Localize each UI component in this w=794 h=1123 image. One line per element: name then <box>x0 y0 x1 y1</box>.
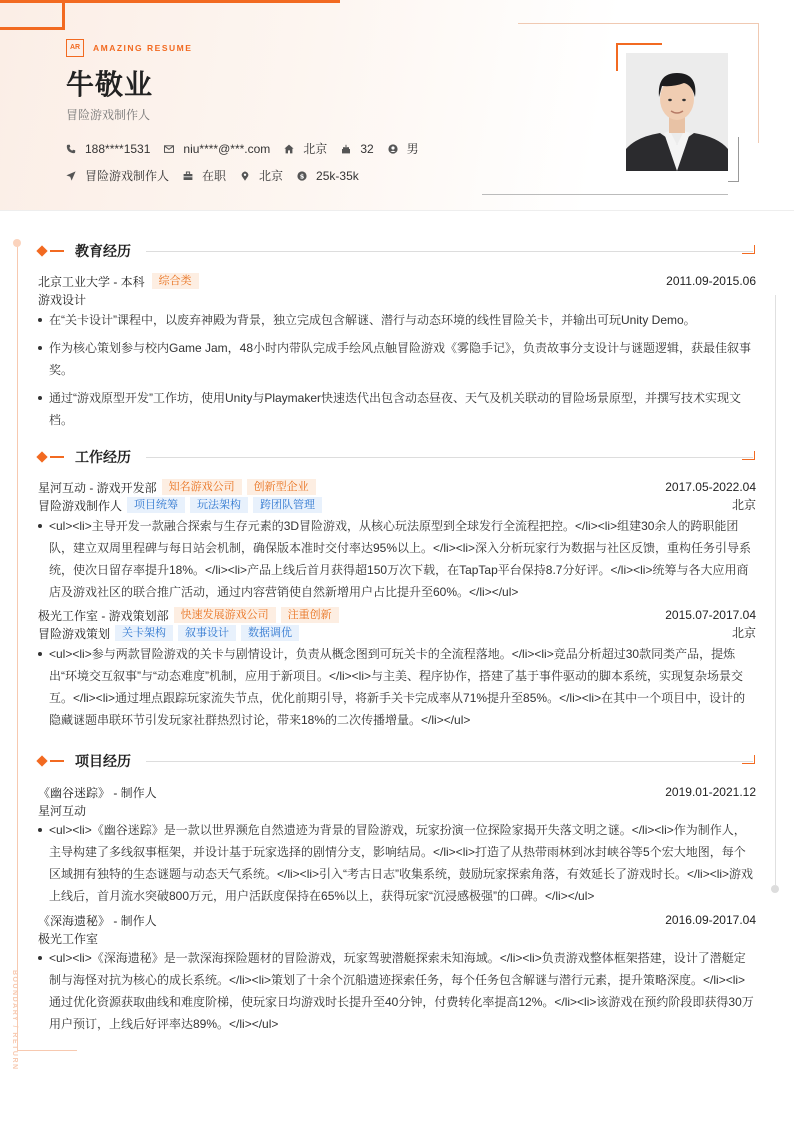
section-diamond-icon <box>36 245 47 256</box>
city-item <box>284 140 327 157</box>
work-period: 2017.05-2022.04 <box>665 480 756 494</box>
email-text: niu****@***.com <box>183 141 271 156</box>
phone-item <box>66 142 150 156</box>
city-text: 北京 <box>303 142 328 156</box>
section-diamond-icon <box>36 451 47 462</box>
right-decor-dot <box>771 885 779 893</box>
right-decor-line <box>775 295 776 885</box>
work-role-row <box>38 496 756 514</box>
section-corner <box>742 755 755 764</box>
role-name: 冒险游戏策划 <box>38 626 111 641</box>
section-divider <box>146 251 753 252</box>
position-text: 冒险游戏制作人 <box>85 169 170 183</box>
section-projects <box>38 751 756 771</box>
profile-photo-frame <box>616 43 736 181</box>
section-dash <box>50 456 64 458</box>
gender-item <box>388 140 419 157</box>
salary-text: 25k-35k <box>316 168 359 183</box>
section-work <box>38 447 756 467</box>
target-city-item <box>240 167 283 184</box>
user-icon <box>388 144 398 154</box>
project-period: 2019.01-2021.12 <box>665 785 756 799</box>
resume-header <box>0 0 794 211</box>
role-tag: 玩法架构 <box>190 497 248 513</box>
project-org-row <box>38 929 756 947</box>
location-pin-icon <box>240 171 250 181</box>
section-corner <box>742 451 755 460</box>
work-period: 2015.07-2017.04 <box>665 608 756 622</box>
education-major-row <box>38 290 756 308</box>
side-decor-line <box>17 243 18 1051</box>
section-education <box>38 241 756 261</box>
list-item: <ul><li>《深海遗秘》是一款深海探险题材的冒险游戏，玩家驾驶潜艇探索未知海域。</li><li>负责游戏整体框架搭建，设计了潜艇定制与海怪对抗为核心的成长系统。</li><li>策划了十余个沉船遗迹探索任务，每个任务包含解谜与潜行元素，提升策略深度。</li><li>通过优化资源获取曲线和难度阶梯，使玩家日均游戏时长提升至40分钟，付费转化率提高12%。</li><li>该游戏在预约阶段即获得30万用户预订，上线后好评率达89%。</li></ul> <box>38 947 756 1035</box>
home-icon <box>284 144 294 154</box>
project-name: 《幽谷迷踪》 - 制作人 <box>38 785 157 800</box>
major-name: 游戏设计 <box>38 292 87 307</box>
logo-text: AMAZING RESUME <box>93 43 193 53</box>
photo-corner-frame <box>728 137 739 182</box>
section-divider <box>146 761 753 762</box>
role-name: 冒险游戏制作人 <box>38 498 123 513</box>
avatar-portrait-icon <box>626 53 728 171</box>
work-city: 北京 <box>731 498 756 512</box>
role-tag: 关卡架构 <box>115 625 173 641</box>
company-tag: 创新型企业 <box>247 479 316 495</box>
project-org: 极光工作室 <box>38 931 99 946</box>
project-name: 《深海遗秘》 - 制作人 <box>38 913 157 928</box>
svg-text:$: $ <box>299 171 305 180</box>
money-icon <box>297 171 307 181</box>
candidate-name: 牛敬业 <box>66 69 154 100</box>
company-tag: 知名游戏公司 <box>162 479 242 495</box>
send-icon <box>66 171 76 181</box>
company-name: 星河互动 - 游戏开发部 <box>38 480 157 495</box>
section-title-text: 工作经历 <box>75 449 131 465</box>
candidate-title: 冒险游戏制作人 <box>66 108 151 122</box>
age-text: 32 <box>360 141 374 156</box>
side-decor-text: BOUNDARY / RETURN <box>11 970 18 1071</box>
brand-logo <box>66 39 192 57</box>
work-entry-head <box>38 478 756 496</box>
work-description <box>38 515 756 603</box>
work-entry-head <box>38 606 756 624</box>
project-period: 2016.09-2017.04 <box>665 913 756 927</box>
photo-underline <box>482 194 728 195</box>
list-item: <ul><li>《幽谷迷踪》是一款以世界濒危自然遗迹为背景的冒险游戏，玩家扮演一位探险家揭开失落文明之谜。</li><li>作为制作人，主导构建了多线叙事框架，并设计基于玩家选择的剧情分支，影响结局。</li><li>打造了从热带雨林到冰封峡谷等5个宏大地图，每个区域拥有独特的生态谜题与动态天气系统。</li><li>引入“考古日志”收集系统，鼓励玩家探索角落，有效延长了游戏时长。</li><li>游戏上线后，首月流水突破800万元，用户活跃度保持在65%以上，获得玩家“沉浸感极强”的口碑。</li></ul> <box>38 819 756 907</box>
project-org: 星河互动 <box>38 803 87 818</box>
section-divider <box>146 457 753 458</box>
status-text: 在职 <box>202 169 227 183</box>
school-name: 北京工业大学 - 本科 <box>38 274 145 289</box>
project-description <box>38 819 756 907</box>
project-description <box>38 947 756 1035</box>
section-dash <box>50 760 64 762</box>
phone-icon <box>66 144 76 154</box>
side-decor-hline <box>17 1050 77 1051</box>
company-name: 极光工作室 - 游戏策划部 <box>38 608 169 623</box>
gender-text: 男 <box>406 142 419 156</box>
logo-badge: AR <box>66 39 84 57</box>
intent-row <box>66 167 373 184</box>
list-item: 通过“游戏原型开发”工作坊，使用Unity与Playmaker快速迭代出包含动态昼夜、天气及机关联动的冒险场景原型，并撰写技术实现文档。 <box>38 387 756 431</box>
role-tag: 项目统筹 <box>127 497 185 513</box>
section-diamond-icon <box>36 755 47 766</box>
header-divider-vline <box>758 23 759 143</box>
avatar <box>626 53 728 171</box>
work-description <box>38 643 756 731</box>
list-item: 在“关卡设计”课程中，以废弃神殿为背景，独立完成包含解谜、潜行与动态环境的线性冒险关卡，并输出可玩Unity Demo。 <box>38 309 756 331</box>
company-tag: 注重创新 <box>281 607 339 623</box>
contact-row <box>66 140 433 157</box>
side-decor-dot <box>13 239 21 247</box>
header-divider-line <box>518 23 758 24</box>
mail-icon <box>164 144 174 154</box>
list-item: 作为核心策划参与校内Game Jam，48小时内带队完成手绘风点触冒险游戏《雾隐手记》，负责故事分支设计与谜题逻辑，获最佳叙事奖。 <box>38 337 756 381</box>
list-item: <ul><li>参与两款冒险游戏的关卡与剧情设计，负责从概念图到可玩关卡的全流程落地。</li><li>竞品分析超过30款同类产品，提炼出“环境交互叙事”与“动态难度”机制，应用于新项目。</li><li>与主美、程序协作，搭建了基于事件驱动的脚本系统，实现复杂场景交互。</li><li>通过埋点跟踪玩家流失节点，优化前期引导，将新手关卡完成率从71%提升至85%。</li><li>在其中一个项目中，设计的隐藏谜题串联环节引发玩家社群热烈讨论，带来18%的二次传播增量。</li></ul> <box>38 643 756 731</box>
cake-icon <box>341 144 351 154</box>
school-tag: 综合类 <box>152 273 199 289</box>
section-dash <box>50 250 64 252</box>
section-corner <box>742 245 755 254</box>
header-accent-corner <box>0 3 65 30</box>
phone-text: 188****1531 <box>85 141 151 156</box>
role-tag: 叙事设计 <box>178 625 236 641</box>
work-city: 北京 <box>731 626 756 640</box>
education-period: 2011.09-2015.06 <box>666 274 756 288</box>
project-org-row <box>38 801 756 819</box>
education-entry-head <box>38 272 756 290</box>
salary-item <box>297 169 359 183</box>
age-item <box>341 142 373 156</box>
section-title-text: 教育经历 <box>75 243 131 259</box>
briefcase-icon <box>183 171 193 181</box>
work-role-row <box>38 624 756 642</box>
project-entry-head <box>38 911 756 929</box>
status-item <box>183 167 226 184</box>
project-entry-head <box>38 783 756 801</box>
company-tag: 快速发展游戏公司 <box>174 607 276 623</box>
role-tag: 数据调优 <box>241 625 299 641</box>
education-bullets <box>38 309 756 437</box>
position-item <box>66 167 169 184</box>
list-item: <ul><li>主导开发一款融合探索与生存元素的3D冒险游戏，从核心玩法原型到全球发行全流程把控。</li><li>组建30余人的跨职能团队，建立双周里程碑与每日站会机制，确保版本准时交付率达95%以上。</li><li>深入分析玩家行为数据与社区反馈，重构任务引导系统，使次日留存率提升18%。</li><li>产品上线后首月获得超150万次下载，在TapTap平台保持8.7分好评。</li><li>统筹与各大应用商店及游戏社区的联合推广活动，通过内容营销使自然新增用户占比提升至60%。</li></ul> <box>38 515 756 603</box>
role-tag: 跨团队管理 <box>253 497 322 513</box>
email-item <box>164 142 270 156</box>
section-title-text: 项目经历 <box>75 753 131 769</box>
target-city-text: 北京 <box>259 169 284 183</box>
